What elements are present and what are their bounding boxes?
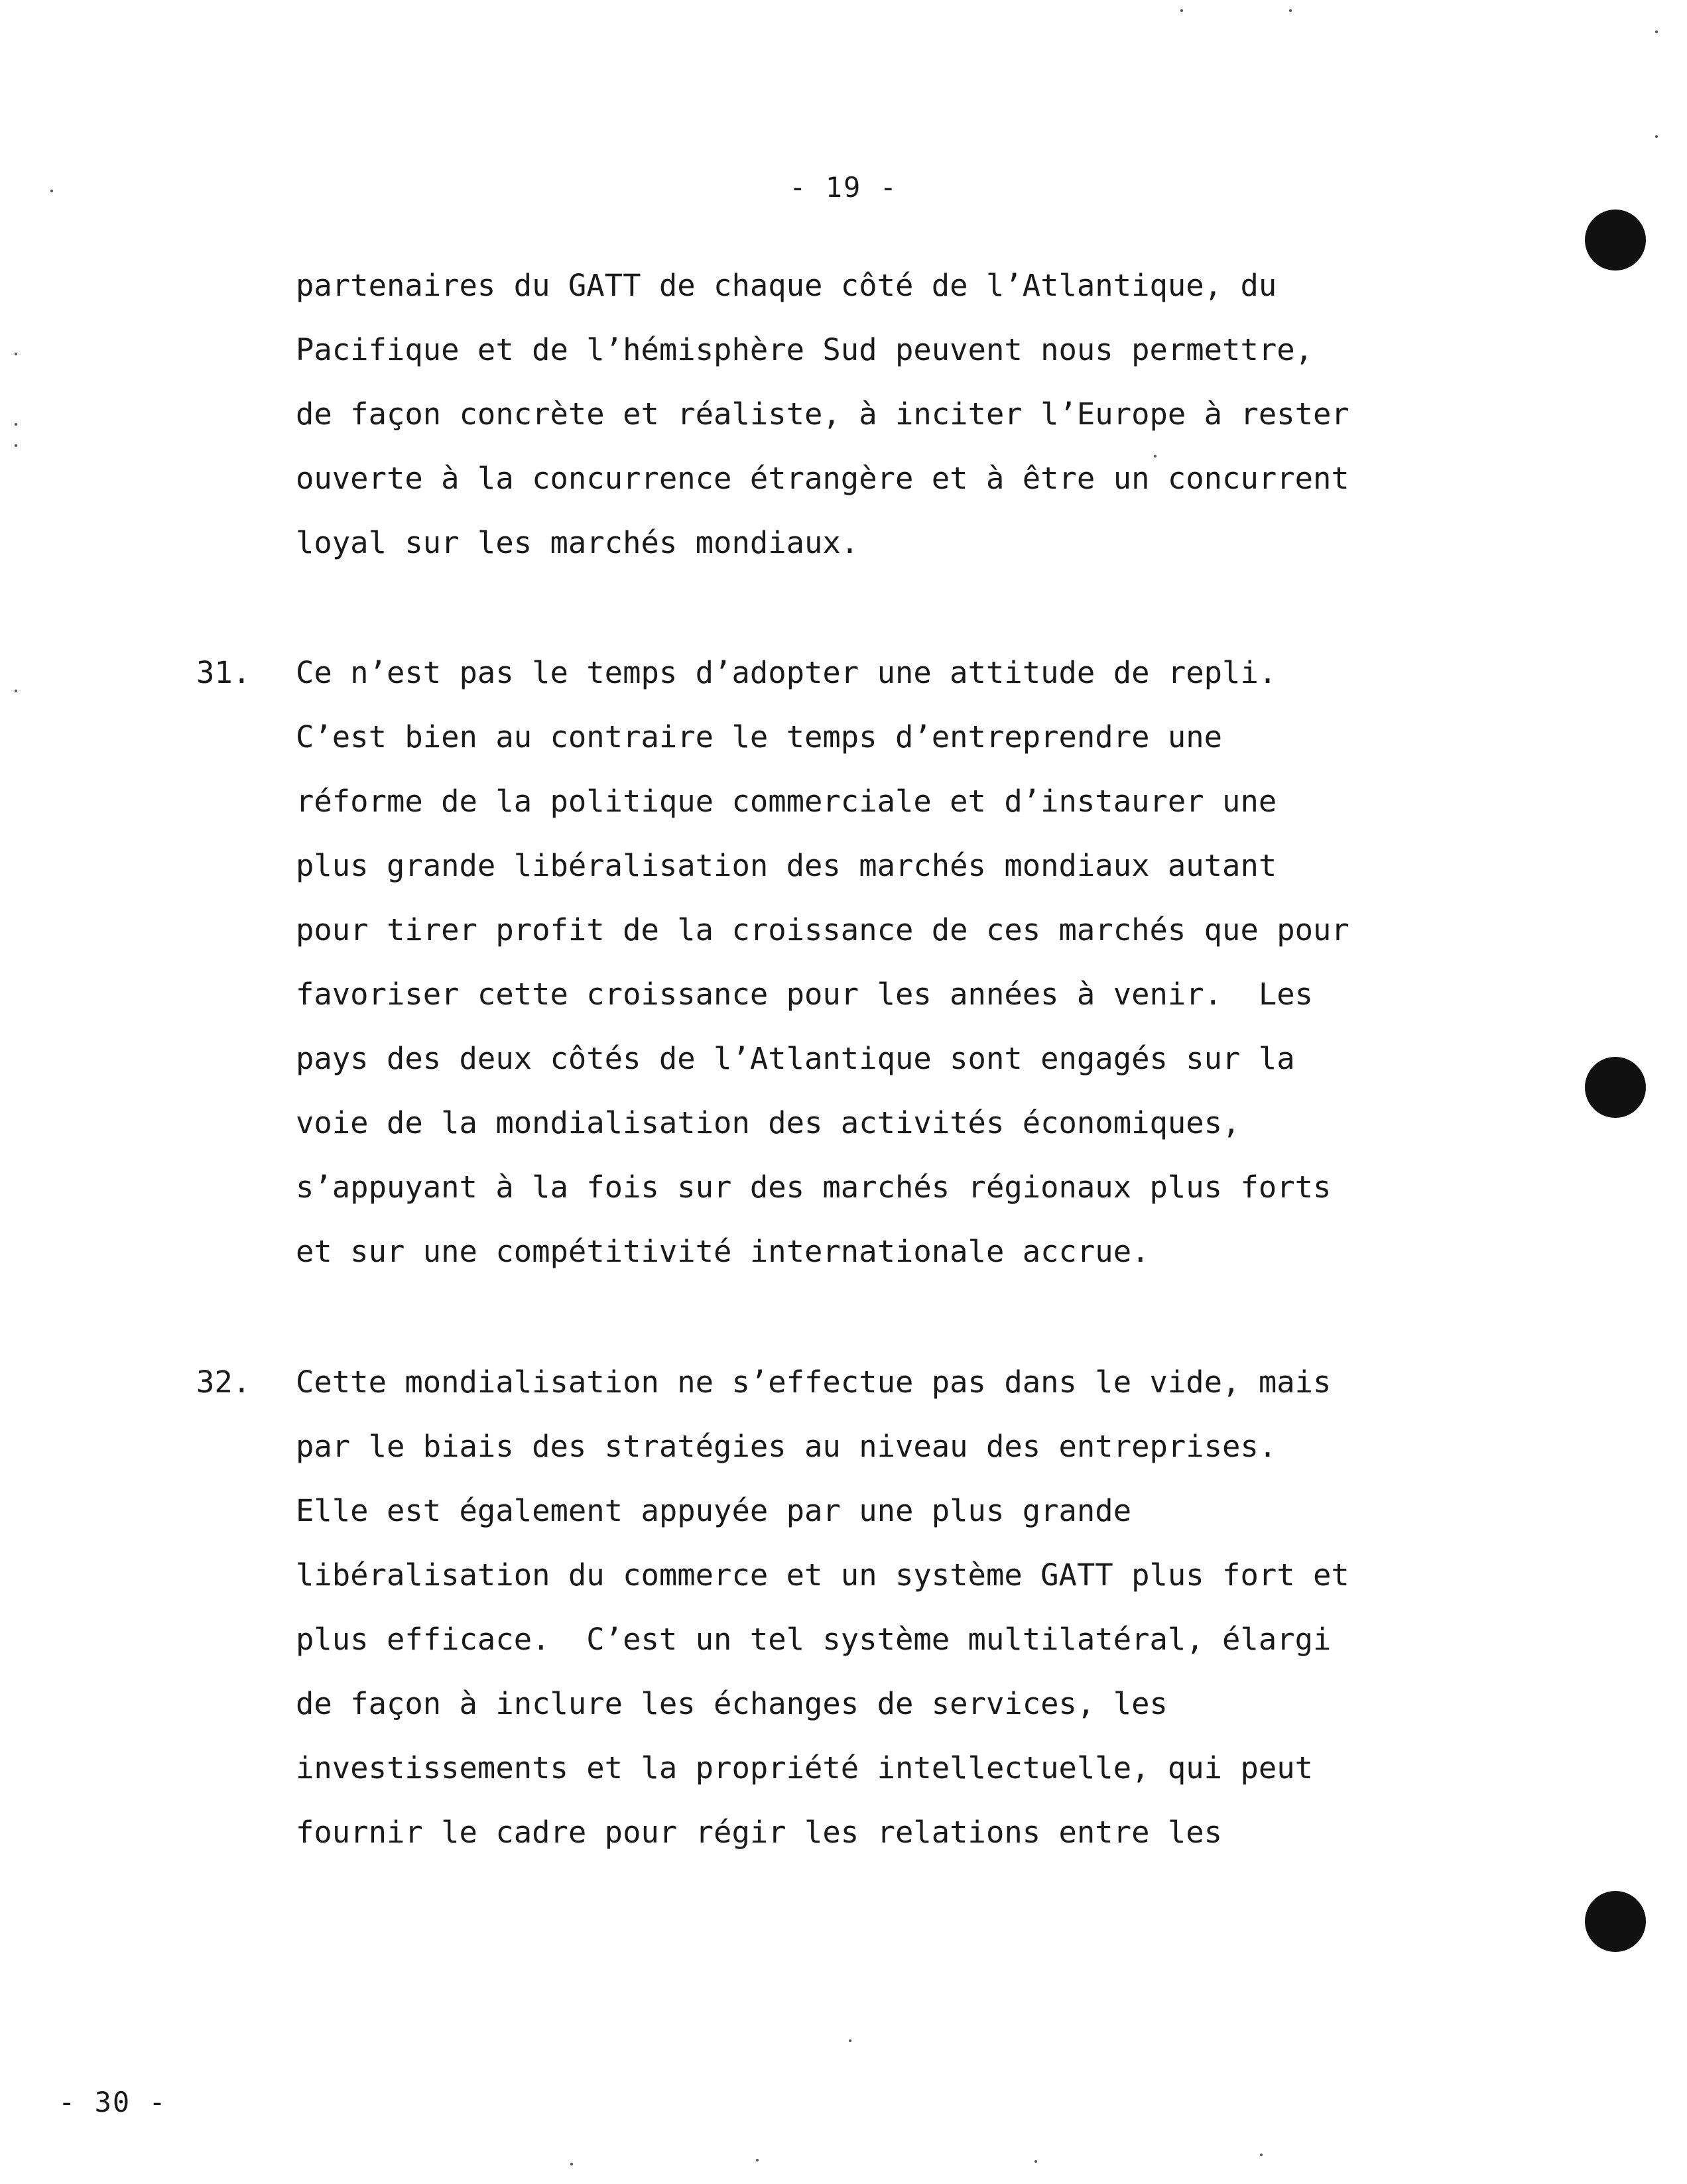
scan-speck: [756, 2159, 759, 2161]
punch-hole-icon: [1585, 1891, 1646, 1952]
scan-speck: [50, 190, 53, 192]
text-line: et sur une compétitivité internationale accrue.: [296, 1234, 1150, 1269]
scan-speck: [1034, 2160, 1037, 2163]
scan-speck: [15, 353, 17, 355]
punch-hole-icon: [1585, 210, 1646, 271]
text-line: ouverte à la concurrence étrangère et à être un concurrent: [296, 461, 1349, 496]
text-line: Cette mondialisation ne s’effectue pas dans le vide, mais: [296, 1365, 1332, 1400]
scan-speck: [1655, 30, 1658, 33]
paragraph-number-32: 32.: [196, 1365, 251, 1400]
scan-speck: [1260, 2154, 1263, 2156]
punch-hole-icon: [1585, 1057, 1646, 1118]
text-line: Ce n’est pas le temps d’adopter une attitude de repli.: [296, 655, 1277, 690]
scan-speck: [849, 2039, 851, 2042]
scan-speck: [1289, 9, 1292, 12]
text-line: Elle est également appuyée par une plus grande: [296, 1493, 1132, 1528]
text-line: voie de la mondialisation des activités économiques,: [296, 1105, 1241, 1140]
scan-speck: [570, 2163, 573, 2165]
text-line: plus grande libéralisation des marchés mondiaux autant: [296, 848, 1277, 883]
scan-speck: [15, 690, 17, 692]
page-number-header: - 19 -: [789, 171, 898, 204]
text-line: pour tirer profit de la croissance de ces marchés que pour: [296, 912, 1349, 947]
scan-speck: [1154, 455, 1156, 457]
scan-speck: [15, 423, 17, 426]
text-line: par le biais des stratégies au niveau des entreprises.: [296, 1429, 1277, 1464]
text-line: Pacifique et de l’hémisphère Sud peuvent nous permettre,: [296, 332, 1314, 367]
text-line: de façon concrète et réaliste, à inciter l’Europe à rester: [296, 396, 1349, 432]
text-line: plus efficace. C’est un tel système multilatéral, élargi: [296, 1622, 1332, 1657]
text-line: réforme de la politique commerciale et d’instaurer une: [296, 784, 1277, 819]
text-line: partenaires du GATT de chaque côté de l’Atlantique, du: [296, 268, 1277, 303]
text-line: loyal sur les marchés mondiaux.: [296, 525, 859, 560]
scan-speck: [1655, 135, 1658, 138]
text-line: investissements et la propriété intellectuelle, qui peut: [296, 1750, 1314, 1786]
text-line: fournir le cadre pour régir les relations entre les: [296, 1815, 1223, 1850]
text-line: de façon à inclure les échanges de services, les: [296, 1686, 1168, 1721]
text-line: C’est bien au contraire le temps d’entreprendre une: [296, 719, 1223, 755]
scan-speck: [1180, 9, 1183, 12]
page-number-footer: - 30 -: [58, 2086, 167, 2118]
scan-speck: [15, 444, 17, 447]
text-line: favoriser cette croissance pour les années à venir. Les: [296, 977, 1314, 1012]
text-line: libéralisation du commerce et un système GATT plus fort et: [296, 1557, 1349, 1593]
text-line: pays des deux côtés de l’Atlantique sont engagés sur la: [296, 1041, 1295, 1076]
paragraph-number-31: 31.: [196, 655, 251, 690]
text-line: s’appuyant à la fois sur des marchés régionaux plus forts: [296, 1170, 1332, 1205]
